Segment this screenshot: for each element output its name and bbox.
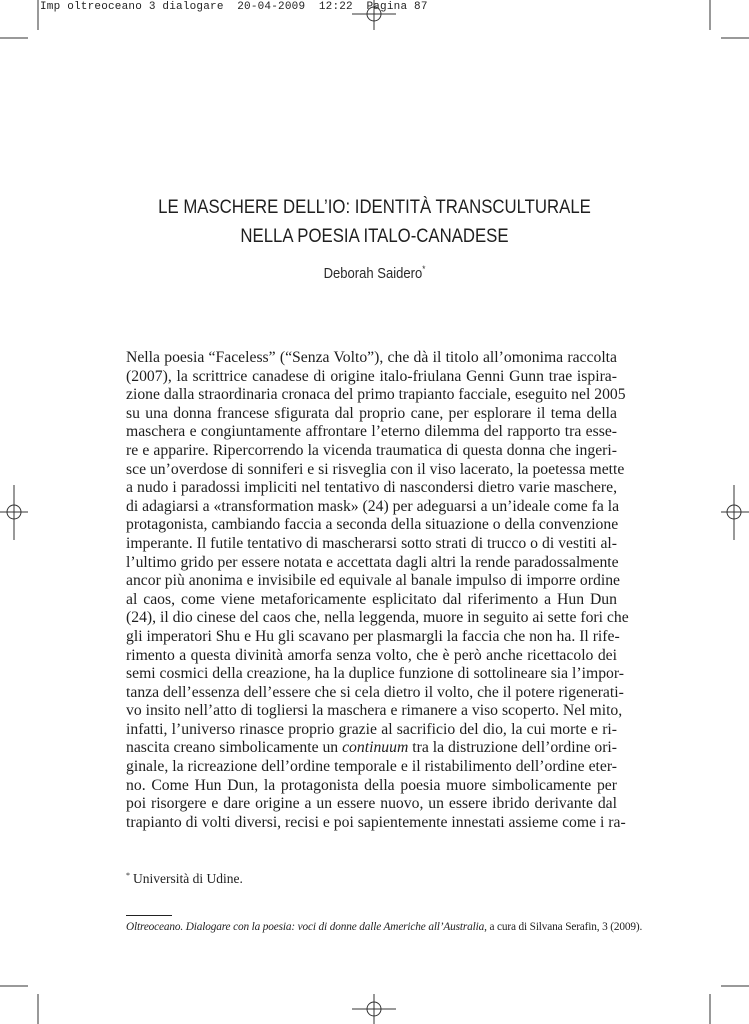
print-slug: Imp oltreoceano 3 dialogare 20-04-2009 12:22 Pagina 87: [40, 1, 428, 13]
author-byline: [73, 264, 675, 282]
body-line: ginale, la ricreazione dell’ordine temporale e il ristabilimento dell’ordine eter-: [126, 758, 617, 776]
author-name: Deborah Saidero: [323, 266, 423, 282]
body-line: [126, 739, 617, 758]
footnote: [126, 871, 243, 887]
body-line: poi risorgere e dare origine a un essere nuovo, un essere ibrido derivante dal: [126, 795, 617, 813]
body-line: di adagiarsi a «transformation mask» (24) per adeguarsi a un’ideale come fa la: [126, 497, 620, 515]
article-title: [87, 193, 662, 251]
body-line: maschera e congiuntamente affrontare l’eterno dilemma del rapporto tra esse-: [126, 423, 617, 441]
body-line: (24), il dio cinese del caos che, nella leggenda, muore in seguito ai sette fori che: [126, 609, 629, 627]
body-line: ancor più anonima e invisibile ed equivale al banale impulso di imporre ordine: [126, 572, 621, 590]
body-line: semi cosmici della creazione, ha la duplice funzione di sottolineare sia l’impor-: [126, 665, 625, 683]
citation-details: , a cura di Silvana Serafin, 3 (2009).: [484, 921, 643, 933]
body-line: re e apparire. Ripercorrendo la vicenda traumatica di questa donna che ingeri-: [126, 441, 617, 459]
body-line: trapianto di volti diversi, recisi e poi sapientemente innestati assieme come i ra-: [126, 813, 626, 831]
body-line: vo insito nell’atto di togliersi la maschera e rimanere a viso scoperto. Nel mito,: [126, 702, 623, 720]
registration-mark-bottom: [352, 994, 396, 1024]
body-line: a nudo i paradossi impliciti nel tentativo di nascondersi dietro varie maschere,: [126, 479, 617, 497]
body-line: protagonista, cambiando faccia a seconda della situazione o della convenzione: [126, 516, 619, 534]
citation-journal: Oltreoceano. Dialogare con la poesia: voci di donne dalle Americhe all’Australia: [126, 921, 485, 933]
body-line: tanza dell’essenza dell’essere che si cela dietro il volto, che il potere rigenerati-: [126, 683, 624, 701]
footnote-text: Università di Udine.: [133, 871, 243, 886]
body-line: no. Come Hun Dun, la protagonista della poesia muore simbolicamente per: [126, 776, 617, 794]
body-line: rimento a questa divinità amorfa senza volto, che è però anche ricettacolo dei: [126, 646, 617, 664]
body-line: l’ultimo grido per essere notata e accettata dagli altri la rende paradossalmente: [126, 553, 619, 571]
emphasis-term: continuum: [342, 739, 409, 757]
body-line: infatti, l’universo rinasce proprio grazie al sacrificio del dio, la cui morte e ri-: [126, 720, 617, 738]
body-paragraph: [126, 349, 629, 832]
footnote-mark: *: [126, 871, 130, 880]
body-line: gli imperatori Shu e Hu gli scavano per plasmargli la faccia che non ha. Il rife-: [126, 627, 620, 645]
registration-mark-right: [721, 485, 749, 540]
footer-rule: [126, 915, 172, 916]
registration-mark-left: [0, 485, 28, 540]
citation-line: [126, 921, 643, 933]
body-segment: nascita creano simbolicamente un: [126, 739, 343, 757]
body-line: zione dalla straordinaria cronaca del primo trapianto facciale, eseguito nel 2005: [126, 386, 626, 404]
author-footnote-mark: *: [422, 264, 426, 274]
body-line: Nella poesia “Faceless” (“Senza Volto”), che dà il titolo all’omonima raccolta: [126, 349, 617, 366]
body-line: al caos, come viene metaforicamente esplicitato dal riferimento a Hun Dun: [126, 590, 617, 608]
body-line: su una donna francese sfigurata dal proprio cane, per esplorare il tema della: [126, 404, 617, 422]
body-line: (2007), la scrittrice canadese di origine italo-friulana Genni Gunn trae ispira-: [126, 367, 617, 385]
body-segment: tra la distruzione dell’ordine ori-: [408, 739, 617, 757]
body-line: sce un’overdose di sonniferi e si risveglia con il viso lacerato, la poetessa mette: [126, 460, 625, 478]
title-line-2: NELLA POESIA ITALO-CANADESE: [240, 225, 509, 247]
title-line-1: LE MASCHERE DELL’IO: IDENTITÀ TRANSCULTURALE: [158, 196, 591, 218]
body-line: imperante. Il futile tentativo di mascherarsi sotto strati di trucco o di vestiti al-: [126, 534, 617, 552]
